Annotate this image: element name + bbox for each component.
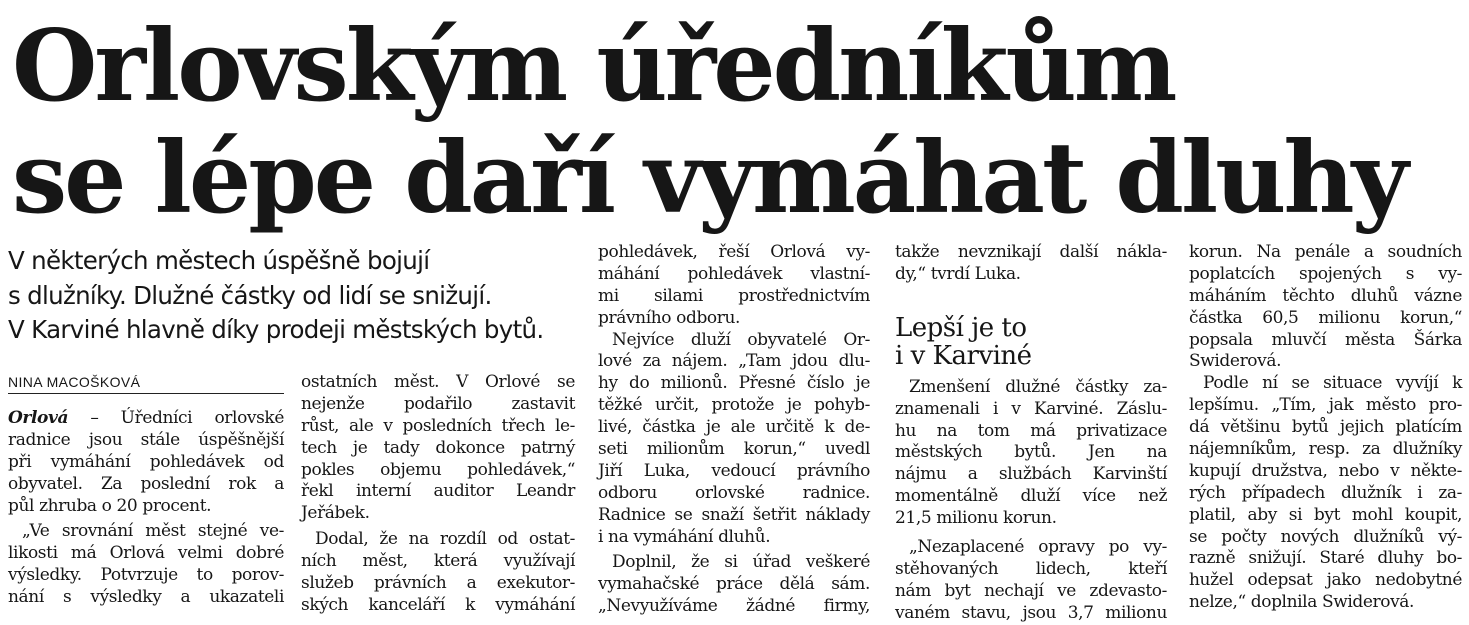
text-line: radnice jsou stále úspěšnější (8, 429, 284, 450)
text-line: řekl interní auditor Leandr (301, 481, 575, 502)
text-line: těžké určit, protože je pohyb- (598, 395, 870, 416)
text-line: půl zhruba o 20 procent. (8, 495, 212, 516)
text-line: Zmenšení dlužné částky za- (909, 376, 1167, 397)
text-line: právního odboru. (598, 307, 741, 328)
article-column-4 (895, 242, 1167, 625)
text-line: „Nezaplacené opravy po vy- (909, 537, 1167, 558)
text-line: tech je tady dokonce patrný (301, 437, 575, 458)
text-line: Dodal, že na rozdíl od ostat- (315, 529, 575, 550)
text-line: pokles objemu pohledávek,“ (301, 459, 575, 480)
text-line: ských kanceláří k vymáhání (301, 594, 575, 615)
text-line: městských bytů. Jen na (895, 442, 1167, 463)
text-line: růst, ale v posledních třech le- (301, 415, 575, 436)
text-line: nájemníkům, resp. za dlužníky (1189, 439, 1462, 460)
text-line: máhání pohledávek vlastní- (598, 263, 870, 284)
text-line: hužel odepsat jako nedobytné (1189, 570, 1462, 591)
text-line: Swiderová. (1189, 351, 1282, 372)
text-line: dy,“ tvrdí Luka. (895, 263, 1021, 284)
headline-line-1: Orlovským úředníkům (12, 9, 1175, 124)
subheading-line: i v Karviné (895, 340, 1032, 371)
text-line: obyvatel. Za poslední rok a (8, 473, 284, 494)
dateline-text: – Úředníci orlovské (68, 408, 284, 428)
text-line: likosti má Orlová velmi dobré (8, 543, 284, 564)
text-line: Podle ní se situace vyvíjí k (1203, 373, 1462, 394)
text-line: popsala mluvčí města Šárka (1189, 329, 1462, 350)
text-line: lepšímu. „Tím, jak město pro- (1189, 395, 1462, 416)
article-column-3 (598, 242, 870, 618)
author-byline: NINA MACOŠKOVÁ (8, 374, 284, 394)
dateline-place: Orlová (8, 408, 69, 428)
text-line: nejenže podařilo zastavit (301, 393, 575, 414)
text-line: ních měst, která využívají (301, 551, 575, 572)
text-line: hy do milionů. Přesné číslo je (598, 373, 870, 394)
text-line: nájmu a službách Karvinští (895, 464, 1167, 485)
text-line: při vymáhání pohledávek od (8, 451, 284, 472)
text-line: se počty nových dlužníků vý- (1189, 526, 1462, 547)
text-line (8, 408, 284, 430)
text-line: i na vymáhání dluhů. (598, 526, 771, 547)
lead-line: V Karviné hlavně díky prodeji městských bytů. (8, 315, 544, 344)
text-line: vaném stavu, jsou 3,7 milionu (895, 602, 1167, 623)
text-line: Doplnil, že si úřad veškeré (612, 552, 870, 573)
text-line: takže nevznikají další nákla- (895, 242, 1167, 262)
text-line: Nejvíce dluží obyvatelé Or- (612, 329, 870, 350)
article-column-2 (301, 372, 575, 617)
subheading (895, 314, 1167, 370)
text-line: znamenali i v Karviné. Záslu- (895, 398, 1167, 419)
text-line: rých případech dlužník i za- (1189, 482, 1462, 503)
text-line: „Ve srovnání měst stejné ve- (22, 521, 284, 542)
text-line: nelze,“ doplnila Swiderová. (1189, 592, 1415, 613)
text-line: Jiří Luka, vedoucí právního (598, 460, 870, 481)
text-line: momentálně dluží více než (895, 486, 1167, 507)
text-line: Jeřábek. (301, 503, 370, 524)
text-line: odboru orlovské radnice. (598, 482, 870, 503)
text-line: mi silami prostřednictvím (598, 285, 870, 306)
text-line: nání s výsledky a ukazateli (8, 587, 284, 608)
lead-line: s dlužníky. Dlužné částky od lidí se snižují. (8, 280, 492, 310)
text-line: nám byt nechají ve zdevasto- (895, 580, 1167, 601)
text-line: platil, aby si byt mohl koupit, (1189, 504, 1462, 525)
text-line: ostatních měst. V Orlové se (301, 372, 575, 392)
article-column-5 (1189, 242, 1462, 614)
text-line: 21,5 milionu korun. (895, 508, 1057, 529)
text-line: výsledky. Potvrzuje to porov- (8, 565, 284, 586)
text-line: kupují družstva, nebo v někte- (1189, 460, 1462, 481)
article-column-1 (8, 408, 284, 609)
text-line: hu na tom má privatizace (895, 420, 1167, 441)
text-line: poplatcích spojených s vy- (1189, 263, 1462, 284)
text-line: částka 60,5 milionu korun,“ (1189, 307, 1462, 328)
text-line: korun. Na penále a soudních (1189, 242, 1462, 262)
headline-line-2: se lépe daří vymáhat dluhy (12, 121, 1406, 236)
text-line: stěhovaných lidech, kteří (895, 558, 1167, 579)
text-line: livé, částka je ale určitě k de- (598, 417, 870, 438)
text-line: pohledávek, řeší Orlová vy- (598, 242, 870, 262)
text-line: dá většinu bytů jejich platícím (1189, 417, 1462, 438)
text-line: Radnice se snaží šetřit náklady (598, 504, 870, 525)
text-line: vymahačské práce dělá sám. (598, 574, 870, 595)
text-line: seti milionům korun,“ uvedl (598, 439, 870, 460)
text-line: „Nevyužíváme žádné firmy, (598, 596, 870, 617)
text-line: razně snižují. Staré dluhy bo- (1189, 548, 1462, 569)
text-line: lové za nájem. „Tam jdou dlu- (598, 351, 870, 372)
text-line: služeb právních a exekutor- (301, 573, 575, 594)
lead-paragraph (8, 244, 588, 348)
lead-line: V některých městech úspěšně bojují (8, 246, 430, 275)
text-line: máháním těchto dluhů vázne (1189, 285, 1462, 306)
subheading-line: Lepší je to (895, 312, 1027, 343)
